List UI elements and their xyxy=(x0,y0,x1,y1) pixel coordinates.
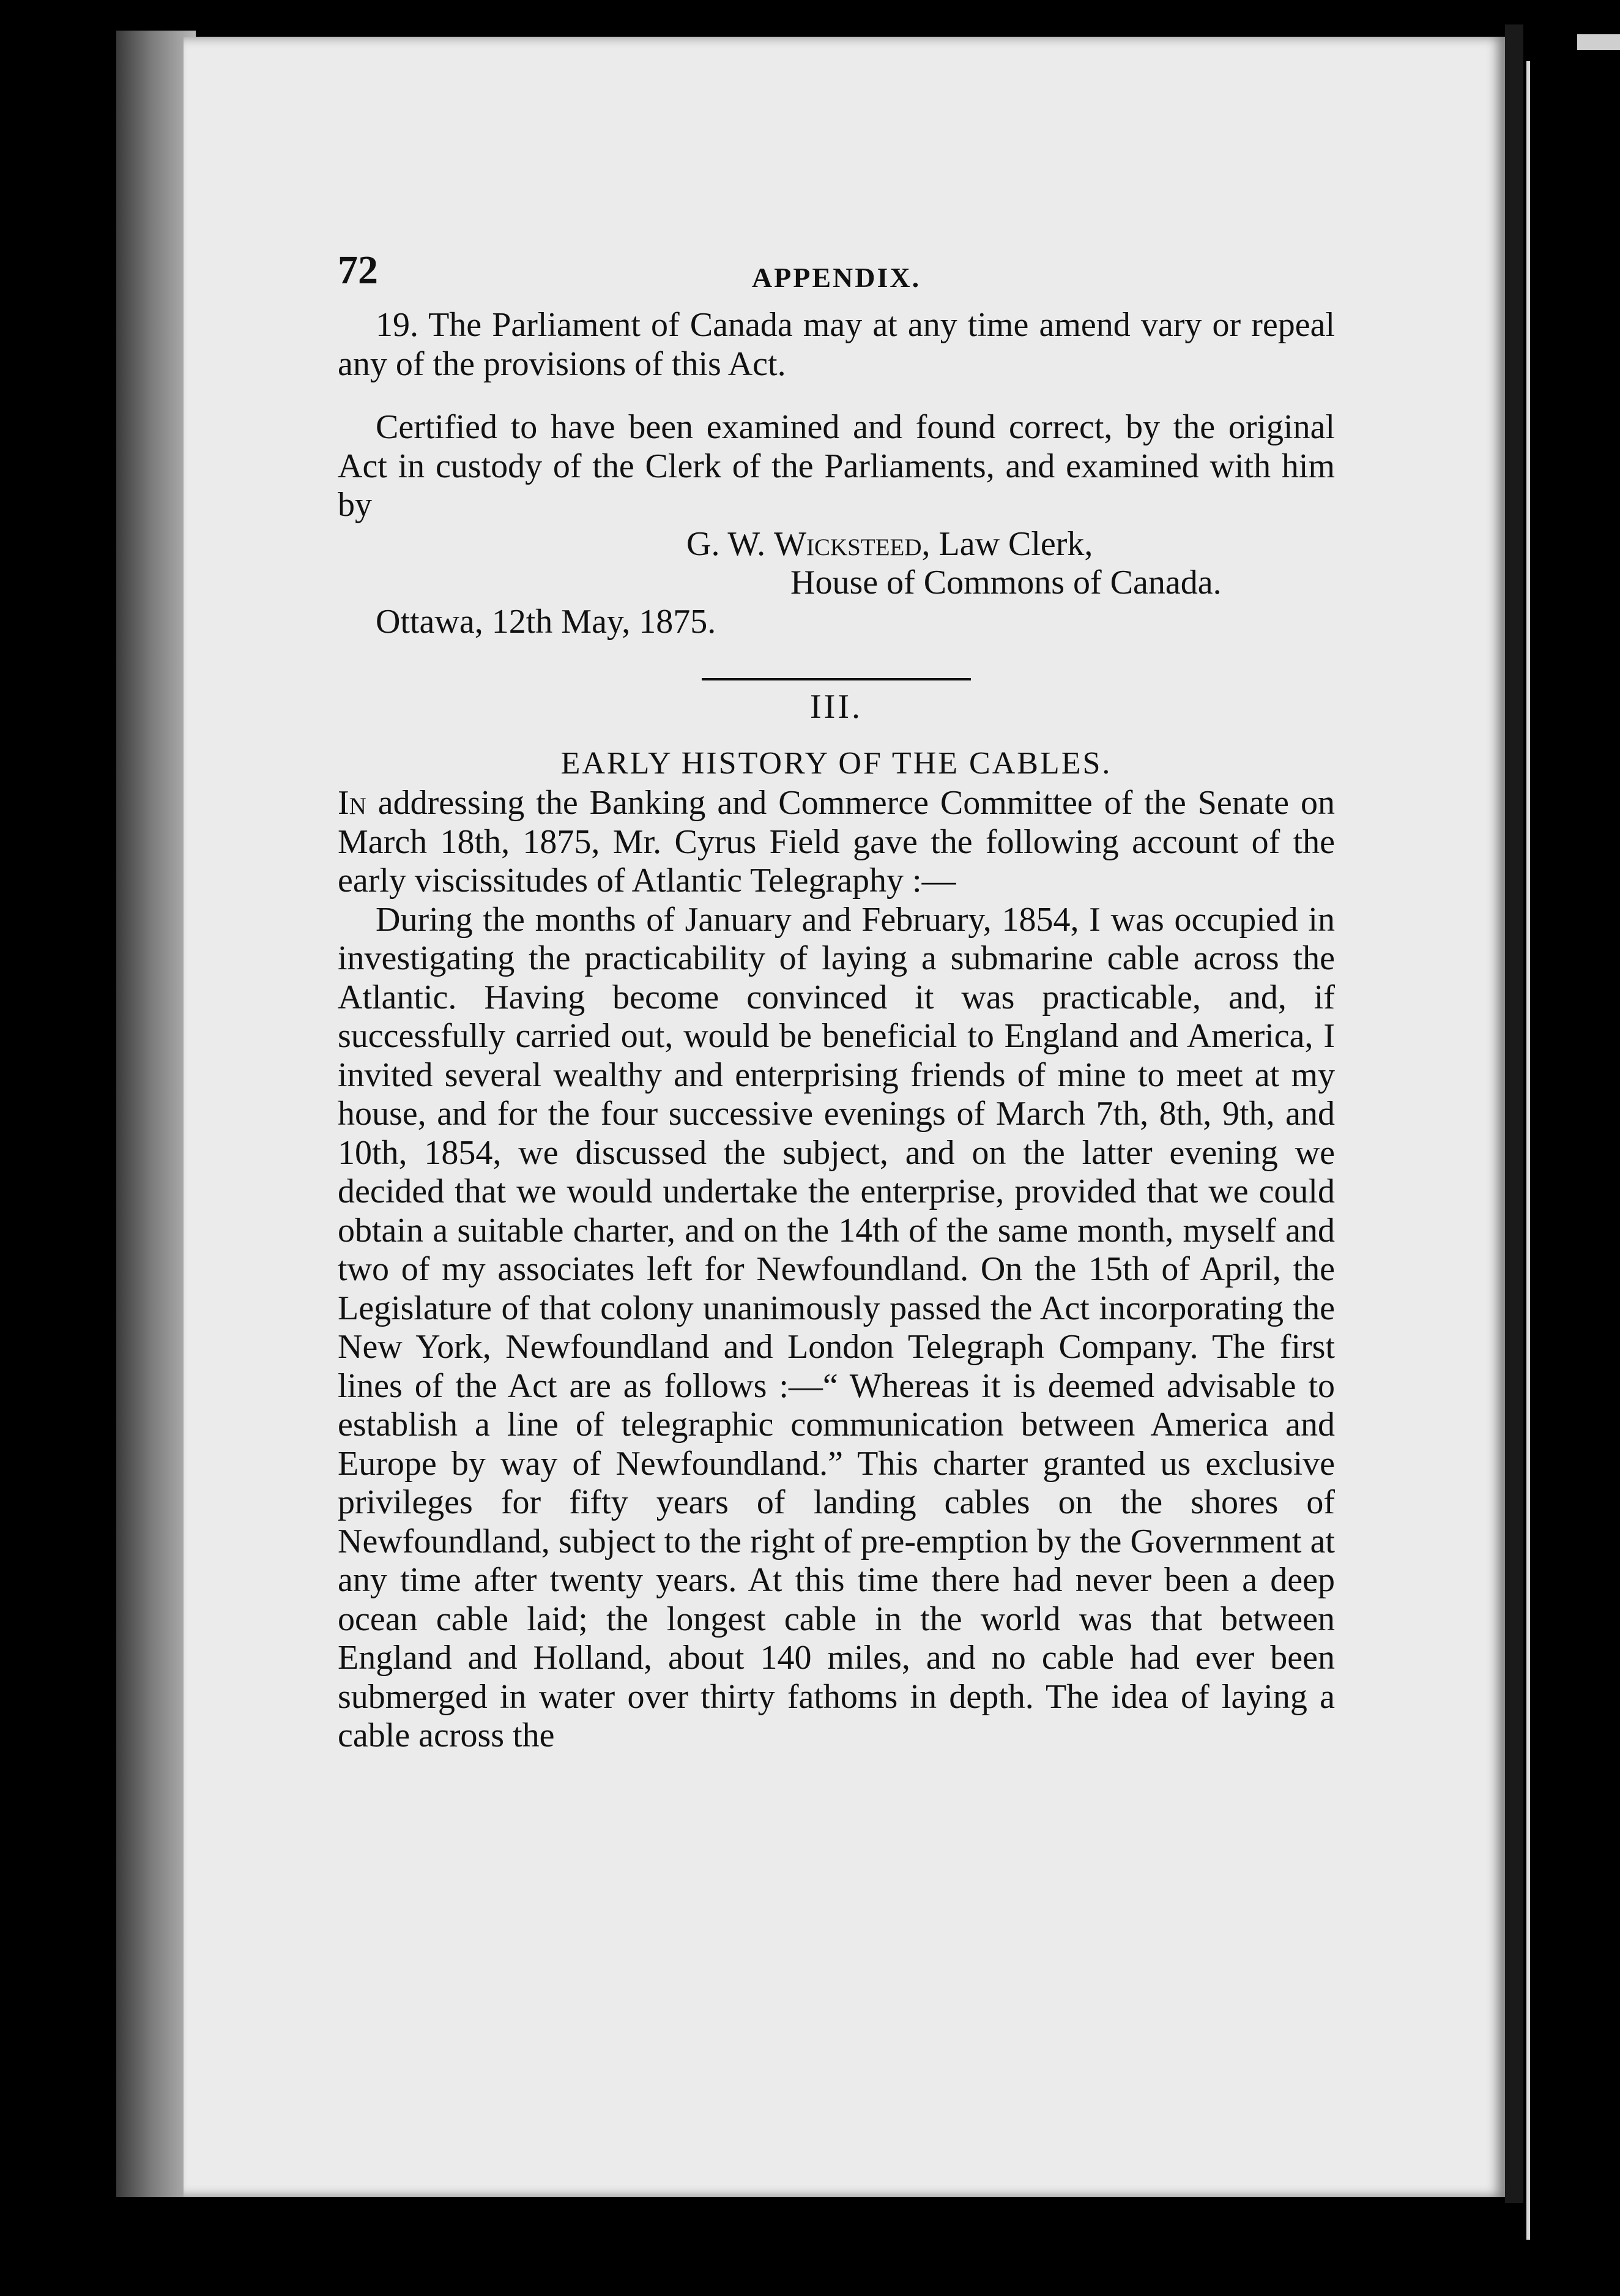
signatory-title: , Law Clerk, xyxy=(921,524,1093,563)
facing-page-tab xyxy=(1577,34,1620,50)
page-text xyxy=(338,248,1335,1756)
signatory-surname: Wicksteed xyxy=(774,524,922,563)
section-divider-rule xyxy=(702,678,971,680)
facing-page-strip xyxy=(1526,61,1620,2240)
intro-first-word: In xyxy=(338,784,366,822)
section-number: III. xyxy=(810,688,863,726)
page-edge-shadow xyxy=(1505,24,1523,2203)
date-line: Ottawa, 12th May, 1875. xyxy=(376,602,716,641)
spacer xyxy=(338,384,1335,408)
intro-paragraph xyxy=(338,784,1335,901)
certification-paragraph: Certified to have been examined and found correct, by the original Act in custody of the Clerk of the Parliaments, and examined with him by xyxy=(338,408,1335,524)
signatory-line xyxy=(338,525,1335,564)
section-title: EARLY HISTORY OF THE CABLES. xyxy=(560,745,1112,781)
main-paragraph: During the months of January and February, 1854, I was occupied in investigating the practicability of laying a submarine cable across the Atlantic. Having become convinced it was practicable, and, if successfully carried out, would be beneficial to England and America, I invited several wealthy and enterprising friends of mine to meet at my house, and for the four successive evenings of March 7th, 8th, 9th, and 10th, 1854, we discussed the subject, and on the latter evening we decided that we would undertake the enterprise, provided that we could obtain a suitable charter, and on the 14th of the same month, myself and two of my associates left for Newfoundland. On the 15th of April, the Legislature of that colony unanimously passed the Act incorporating the New York, Newfoundland and London Telegraph Company. The first lines of the Act are as follows :—“ Whereas it is deemed advisable to establish a line of telegraphic communication between America and Europe by way of Newfoundland.” This charter granted us exclusive privileges for fifty years of landing cables on the shores of Newfoundland, subject to the right of pre-emption by the Government at any time after twenty years. At this time there had never been a deep ocean cable laid; the longest cable in the world was that between England and Holland, about 140 miles, and no cable had ever been submerged in water over thirty fathoms in depth. The idea of laying a cable across the xyxy=(338,900,1335,1754)
running-title: APPENDIX. xyxy=(751,262,921,293)
intro-text: addressing the Banking and Commerce Committee of the Senate on March 18th, 1875, Mr. Cyrus Field gave the following account of the early viscissitudes of Atlantic Telegraphy :— xyxy=(338,784,1335,900)
signatory-office: House of Commons of Canada. xyxy=(790,564,1222,602)
signatory-initials: G. W. xyxy=(686,524,766,563)
act-clause-paragraph: 19. The Parliament of Canada may at any time amend vary or repeal any of the provisions of this Act. xyxy=(338,306,1335,383)
running-head xyxy=(338,248,1335,306)
page-number: 72 xyxy=(338,248,378,293)
